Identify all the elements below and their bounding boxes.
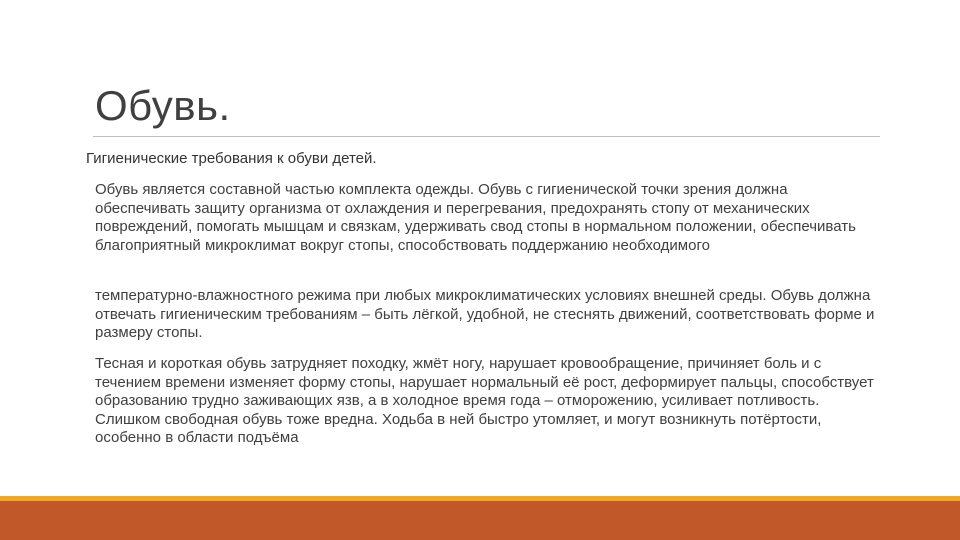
slide-subtitle: Гигиенические требования к обуви детей. [86,150,377,167]
footer-bar [0,501,960,540]
slide-title: Обувь. [95,82,231,129]
body-paragraph-1: Обувь является составной частью комплекта одежды. Обувь с гигиенической точки зрения должна обеспечивать защиту организма от охлаждения и перегревания, предохранять стопу от механических повреждений, помогать мышцам и связкам, удерживать свод стопы в нормальном положении, обеспечивать благоприятный микроклимат вокруг стопы, способствовать поддержанию необходимого [95,181,856,254]
body-paragraph-3: Тесная и короткая обувь затрудняет походку, жмёт ногу, нарушает кровообращение, причиняет боль и с течением времени изменяет форму стопы, нарушает нормальный её рост, деформирует пальцы, способствует образованию трудно заживающих язв, а в холодное время года – отморожению, усиливает потливость. Слишком свободная обувь тоже вредна. Ходьба в ней быстро утомляет, и могут возникнуть потёртости, особенно в области подъёма [95,355,874,446]
title-divider [93,136,880,137]
body-paragraph-2: температурно-влажностного режима при любых микроклиматических условиях внешней среды. Обувь должна отвечать гигиеническим требованиям – быть лёгкой, удобной, не стеснять движений, соответствовать форме и размеру стопы. [95,287,875,341]
